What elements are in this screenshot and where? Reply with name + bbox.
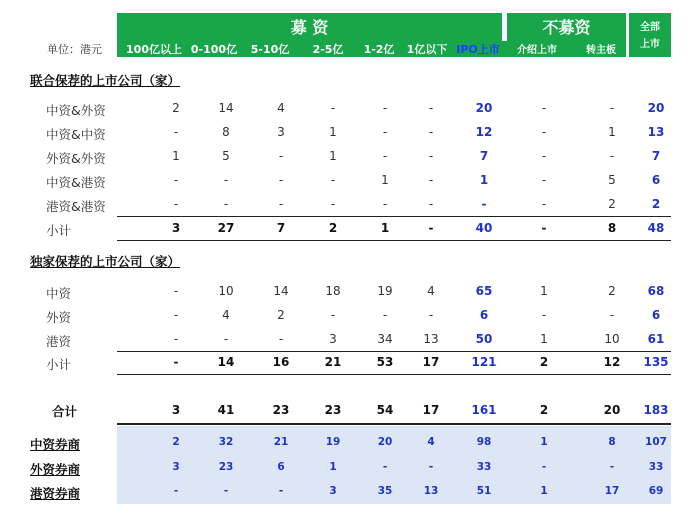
section1-row-cell: - — [541, 197, 547, 211]
section1-row-cell: - — [330, 197, 336, 211]
section2-row-cell: - — [609, 308, 615, 322]
broker-row-cell: 21 — [273, 436, 289, 448]
section1-row-cell: - — [278, 173, 284, 187]
broker-row-cell: 33 — [648, 461, 664, 473]
total-cell: 54 — [376, 403, 394, 417]
section2-row-cell: 65 — [475, 284, 493, 298]
broker-row-cell: - — [382, 461, 388, 473]
section1-subtotal-cell: - — [428, 221, 434, 235]
total-cell: 183 — [643, 403, 669, 417]
section2-row-cell: 50 — [475, 332, 493, 346]
total-cell: 3 — [171, 403, 181, 417]
total-cell: 20 — [603, 403, 621, 417]
section2-subtotal-cell: 53 — [376, 355, 394, 369]
broker-row-cell: 19 — [325, 436, 341, 448]
broker-row-cell: 69 — [648, 485, 664, 497]
section2-row-cell: - — [382, 308, 388, 322]
total-label: 合计 — [52, 404, 78, 419]
column-header: IPO上市 — [448, 41, 508, 57]
section1-row-cell: - — [382, 101, 388, 115]
column-header: 转主板 — [586, 45, 616, 56]
section1-row-cell: 7 — [479, 149, 489, 163]
section1-subtotal-cell: 2 — [328, 221, 338, 235]
section1-row-label: 外资&外资 — [46, 151, 106, 166]
section1-row-cell: 1 — [329, 125, 337, 139]
section1-subtotal-top-line — [117, 216, 671, 217]
section1-row-cell: - — [541, 149, 547, 163]
section2-row-cell: 13 — [423, 332, 439, 346]
header-all-line1: 全部 — [640, 22, 660, 33]
broker-row-cell: 17 — [604, 485, 620, 497]
section1-subtotal-cell: 7 — [276, 221, 286, 235]
broker-row-cell: 13 — [423, 485, 439, 497]
broker-row-cell: 98 — [476, 436, 492, 448]
section2-row-cell: 14 — [273, 284, 289, 298]
section1-row-cell: - — [278, 197, 284, 211]
column-header: 1亿以下 — [406, 43, 448, 56]
section2-row-cell: 34 — [377, 332, 393, 346]
section2-subtotal-bottom-line — [117, 374, 671, 375]
section2-row-cell: 4 — [427, 284, 435, 298]
broker-row-label: 外资券商 — [30, 462, 81, 477]
section2-row-cell: 68 — [647, 284, 665, 298]
total-cell: 23 — [272, 403, 290, 417]
section2-row-cell: 2 — [608, 284, 616, 298]
section2-row-cell: 6 — [651, 308, 661, 322]
broker-row-cell: 1 — [540, 485, 548, 497]
broker-row-cell: - — [541, 461, 547, 473]
section1-row-cell: - — [481, 197, 487, 211]
broker-row-cell: 6 — [277, 461, 285, 473]
unit-label: 单位：港元 — [47, 43, 102, 56]
section1-row-cell: - — [330, 173, 336, 187]
section2-row-cell: 1 — [540, 332, 548, 346]
section2-row-label: 外资 — [46, 310, 72, 325]
broker-row-cell: 4 — [427, 436, 435, 448]
section1-row-cell: 6 — [651, 173, 661, 187]
section1-row-cell: 8 — [222, 125, 230, 139]
section1-row-cell: - — [330, 101, 336, 115]
section1-row-cell: 14 — [218, 101, 234, 115]
total-cell: 161 — [471, 403, 497, 417]
total-bottom-line — [117, 423, 671, 425]
section1-row-cell: 1 — [172, 149, 180, 163]
section1-row-cell: - — [428, 149, 434, 163]
section1-row-cell: - — [541, 125, 547, 139]
section2-row-cell: - — [173, 308, 179, 322]
section2-subtotal-cell: 21 — [324, 355, 342, 369]
section2-subtotal-cell: 121 — [471, 355, 497, 369]
column-header: 介绍上市 — [517, 45, 557, 56]
column-header: 5-10亿 — [250, 43, 290, 56]
section1-row-cell: - — [223, 197, 229, 211]
section1-row-cell: - — [173, 173, 179, 187]
broker-row-cell: 3 — [172, 461, 180, 473]
section2-row-cell: 1 — [540, 284, 548, 298]
section2-subtotal-top-line — [117, 351, 671, 352]
broker-row-cell: - — [428, 461, 434, 473]
section1-row-cell: 7 — [651, 149, 661, 163]
section1-row-label: 中资&港资 — [46, 175, 106, 190]
column-header: 2-5亿 — [312, 43, 344, 56]
broker-row-cell: 1 — [540, 436, 548, 448]
section1-row-cell: 2 — [651, 197, 661, 211]
section2-subtotal-cell: 17 — [422, 355, 440, 369]
column-header: 100亿以上 — [126, 43, 182, 56]
section2-row-cell: - — [278, 332, 284, 346]
section1-row-cell: - — [223, 173, 229, 187]
section2-row-cell: - — [428, 308, 434, 322]
section1-row-cell: 1 — [479, 173, 489, 187]
broker-row-cell: 35 — [377, 485, 393, 497]
section2-row-cell: 6 — [479, 308, 489, 322]
section1-row-cell: 20 — [475, 101, 493, 115]
broker-row-cell: 32 — [218, 436, 234, 448]
section1-subtotal-bottom-line — [117, 240, 671, 241]
section2-row-cell: - — [173, 332, 179, 346]
broker-row-cell: 2 — [172, 436, 180, 448]
section2-title: 独家保荐的上市公司（家） — [30, 254, 181, 269]
header-noraise-title: 不募资 — [542, 18, 591, 37]
broker-row-cell: 33 — [476, 461, 492, 473]
section2-row-cell: 2 — [277, 308, 285, 322]
broker-row-cell: - — [609, 461, 615, 473]
column-header: 0-100亿 — [190, 43, 238, 56]
section1-row-cell: 2 — [172, 101, 180, 115]
section2-row-cell: - — [541, 308, 547, 322]
section2-row-cell: - — [173, 284, 179, 298]
total-cell: 17 — [422, 403, 440, 417]
section1-row-cell: 5 — [608, 173, 616, 187]
section2-subtotal-cell: 135 — [643, 355, 669, 369]
section2-row-cell: 61 — [647, 332, 665, 346]
section1-subtotal-cell: - — [541, 221, 547, 235]
section2-row-cell: 3 — [329, 332, 337, 346]
section1-row-cell: 1 — [381, 173, 389, 187]
section2-row-cell: 4 — [222, 308, 230, 322]
section1-subtotal-label: 小计 — [46, 223, 72, 238]
section1-row-cell: 20 — [647, 101, 665, 115]
section2-subtotal-cell: 12 — [603, 355, 621, 369]
section2-row-label: 港资 — [46, 334, 72, 349]
section1-row-cell: 2 — [608, 197, 616, 211]
section1-row-cell: 1 — [329, 149, 337, 163]
section2-subtotal-cell: 2 — [539, 355, 549, 369]
section1-row-cell: - — [541, 101, 547, 115]
section2-row-cell: 19 — [377, 284, 393, 298]
section1-row-cell: 3 — [277, 125, 285, 139]
section1-row-cell: - — [173, 125, 179, 139]
section1-row-cell: - — [541, 173, 547, 187]
section2-row-cell: 10 — [604, 332, 620, 346]
section1-row-cell: - — [428, 125, 434, 139]
section1-row-cell: 4 — [277, 101, 285, 115]
section1-subtotal-cell: 27 — [217, 221, 235, 235]
section2-subtotal-cell: 16 — [272, 355, 290, 369]
section1-row-cell: - — [382, 125, 388, 139]
section1-row-cell: - — [428, 197, 434, 211]
section2-row-cell: 10 — [218, 284, 234, 298]
broker-row-cell: 1 — [329, 461, 337, 473]
section2-row-cell: 18 — [325, 284, 341, 298]
broker-row-cell: 8 — [608, 436, 616, 448]
section1-row-cell: 1 — [608, 125, 616, 139]
section1-subtotal-cell: 1 — [380, 221, 390, 235]
section1-row-cell: - — [428, 173, 434, 187]
broker-row-cell: - — [173, 485, 179, 497]
broker-row-cell: - — [223, 485, 229, 497]
section1-row-cell: - — [382, 197, 388, 211]
section1-row-cell: - — [428, 101, 434, 115]
section1-row-cell: 13 — [647, 125, 665, 139]
broker-row-label: 港资券商 — [30, 486, 81, 501]
section1-subtotal-cell: 8 — [607, 221, 617, 235]
broker-row-cell: 51 — [476, 485, 492, 497]
section1-row-cell: - — [173, 197, 179, 211]
section1-row-label: 中资&外资 — [46, 103, 106, 118]
total-cell: 41 — [217, 403, 235, 417]
total-cell: 23 — [324, 403, 342, 417]
section2-row-label: 中资 — [46, 286, 72, 301]
section1-row-cell: 5 — [222, 149, 230, 163]
section1-title: 联合保荐的上市公司（家） — [30, 73, 181, 88]
section2-row-cell: - — [330, 308, 336, 322]
section2-subtotal-label: 小计 — [46, 357, 72, 372]
section1-subtotal-cell: 48 — [647, 221, 665, 235]
section1-row-label: 港资&港资 — [46, 199, 106, 214]
section2-subtotal-cell: - — [173, 355, 179, 369]
section1-row-cell: - — [609, 149, 615, 163]
header-raise-title: 募 资 — [290, 18, 329, 37]
broker-row-cell: 3 — [329, 485, 337, 497]
header-all-line2: 上市 — [640, 39, 660, 50]
section1-subtotal-cell: 40 — [475, 221, 493, 235]
section1-row-cell: - — [278, 149, 284, 163]
section1-row-label: 中资&中资 — [46, 127, 106, 142]
section1-subtotal-cell: 3 — [171, 221, 181, 235]
section1-row-cell: - — [382, 149, 388, 163]
section2-subtotal-cell: 14 — [217, 355, 235, 369]
total-cell: 2 — [539, 403, 549, 417]
section1-row-cell: 12 — [475, 125, 493, 139]
broker-row-cell: 107 — [645, 436, 667, 448]
section1-row-cell: - — [609, 101, 615, 115]
broker-row-cell: - — [278, 485, 284, 497]
broker-row-cell: 20 — [377, 436, 393, 448]
section2-row-cell: - — [223, 332, 229, 346]
broker-row-label: 中资券商 — [30, 437, 81, 452]
column-header: 1-2亿 — [363, 43, 395, 56]
broker-row-cell: 23 — [218, 461, 234, 473]
